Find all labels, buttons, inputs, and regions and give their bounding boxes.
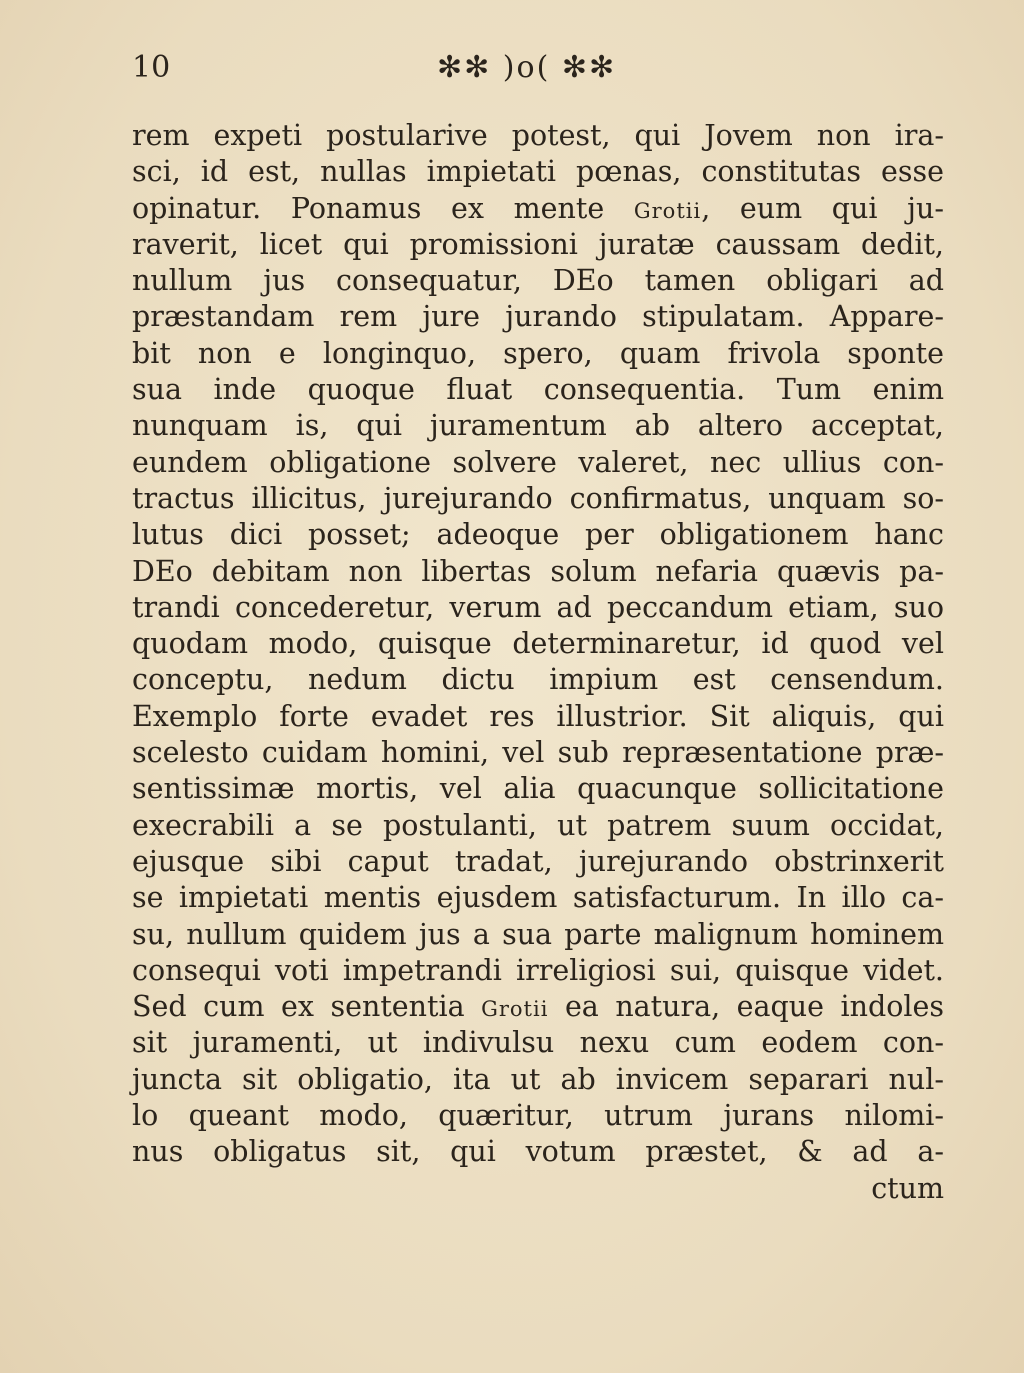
- text-line: scelesto cuidam homini, vel sub repræsentatione præ-: [132, 736, 944, 770]
- text-segment: opinatur. Ponamus ex mente: [132, 191, 634, 225]
- header-ornament: ✻✻ )o( ✻✻: [437, 50, 617, 85]
- text-line: ctum: [871, 1171, 944, 1205]
- text-line: trandi concederetur, verum ad peccandum etiam, suo: [132, 590, 944, 624]
- text-line: nullum jus consequatur, DEo tamen obligari ad: [132, 264, 944, 298]
- text-line: sci, id est, nullas impietati pœnas, constitutas esse: [132, 155, 944, 189]
- text-line: se impietati mentis ejusdem satisfacturum. In illo ca-: [132, 881, 944, 915]
- text-line: [132, 191, 944, 227]
- text-line: tractus illicitus, jurejurando confirmatus, unquam so-: [132, 481, 944, 515]
- text-line: sua inde quoque fluat consequentia. Tum enim: [132, 373, 944, 407]
- text-line: præstandam rem jure jurando stipulatam. Appare-: [132, 300, 944, 334]
- text-line: su, nullum quidem jus a sua parte malignum hominem: [132, 917, 944, 951]
- text-line: DEo debitam non libertas solum nefaria quævis pa-: [132, 554, 944, 588]
- text-line: Exemplo forte evadet res illustrior. Sit aliquis, qui: [132, 699, 944, 733]
- text-line: sit juramenti, ut indivulsu nexu cum eodem con-: [132, 1026, 944, 1060]
- text-line: raverit, licet qui promissioni juratæ caussam dedit,: [132, 227, 944, 261]
- text-line: eundem obligatione solvere valeret, nec ullius con-: [132, 445, 944, 479]
- page-number: 10: [132, 50, 171, 85]
- body-text: [132, 118, 944, 1207]
- text-line: nus obligatus sit, qui votum præstet, & ad a-: [132, 1135, 944, 1169]
- page-header: [132, 50, 944, 90]
- text-line: rem expeti postularive potest, qui Jovem non ira-: [132, 119, 944, 152]
- text-line: ejusque sibi caput tradat, jurejurando obstrinxerit: [132, 844, 944, 878]
- author-name-small-caps: Grotii: [633, 198, 702, 223]
- text-line: juncta sit obligatio, ita ut ab invicem separari nul-: [132, 1062, 944, 1096]
- text-segment: Sed cum ex sententia: [132, 990, 482, 1024]
- author-name-small-caps: Grotii: [481, 997, 549, 1022]
- text-segment: ea natura, eaque indoles: [548, 990, 944, 1024]
- text-line: conceptu, nedum dictu impium est censendum.: [132, 663, 944, 697]
- text-line: lo queant modo, quæritur, utrum jurans nilomi-: [132, 1099, 944, 1133]
- text-line: sentissimæ mortis, vel alia quacunque sollicitatione: [132, 772, 944, 806]
- text-line: lutus dici posset; adeoque per obligationem hanc: [132, 518, 944, 552]
- text-line: bit non e longinquo, spero, quam frivola sponte: [132, 336, 944, 370]
- text-line: execrabili a se postulanti, ut patrem suum occidat,: [132, 808, 944, 842]
- text-line: consequi voti impetrandi irreligiosi sui, quisque videt.: [132, 953, 944, 987]
- text-segment: , eum qui ju-: [701, 191, 944, 225]
- text-line: quodam modo, quisque determinaretur, id quod vel: [132, 627, 944, 661]
- text-line: [132, 989, 944, 1025]
- text-line: nunquam is, qui juramentum ab altero acceptat,: [132, 409, 944, 443]
